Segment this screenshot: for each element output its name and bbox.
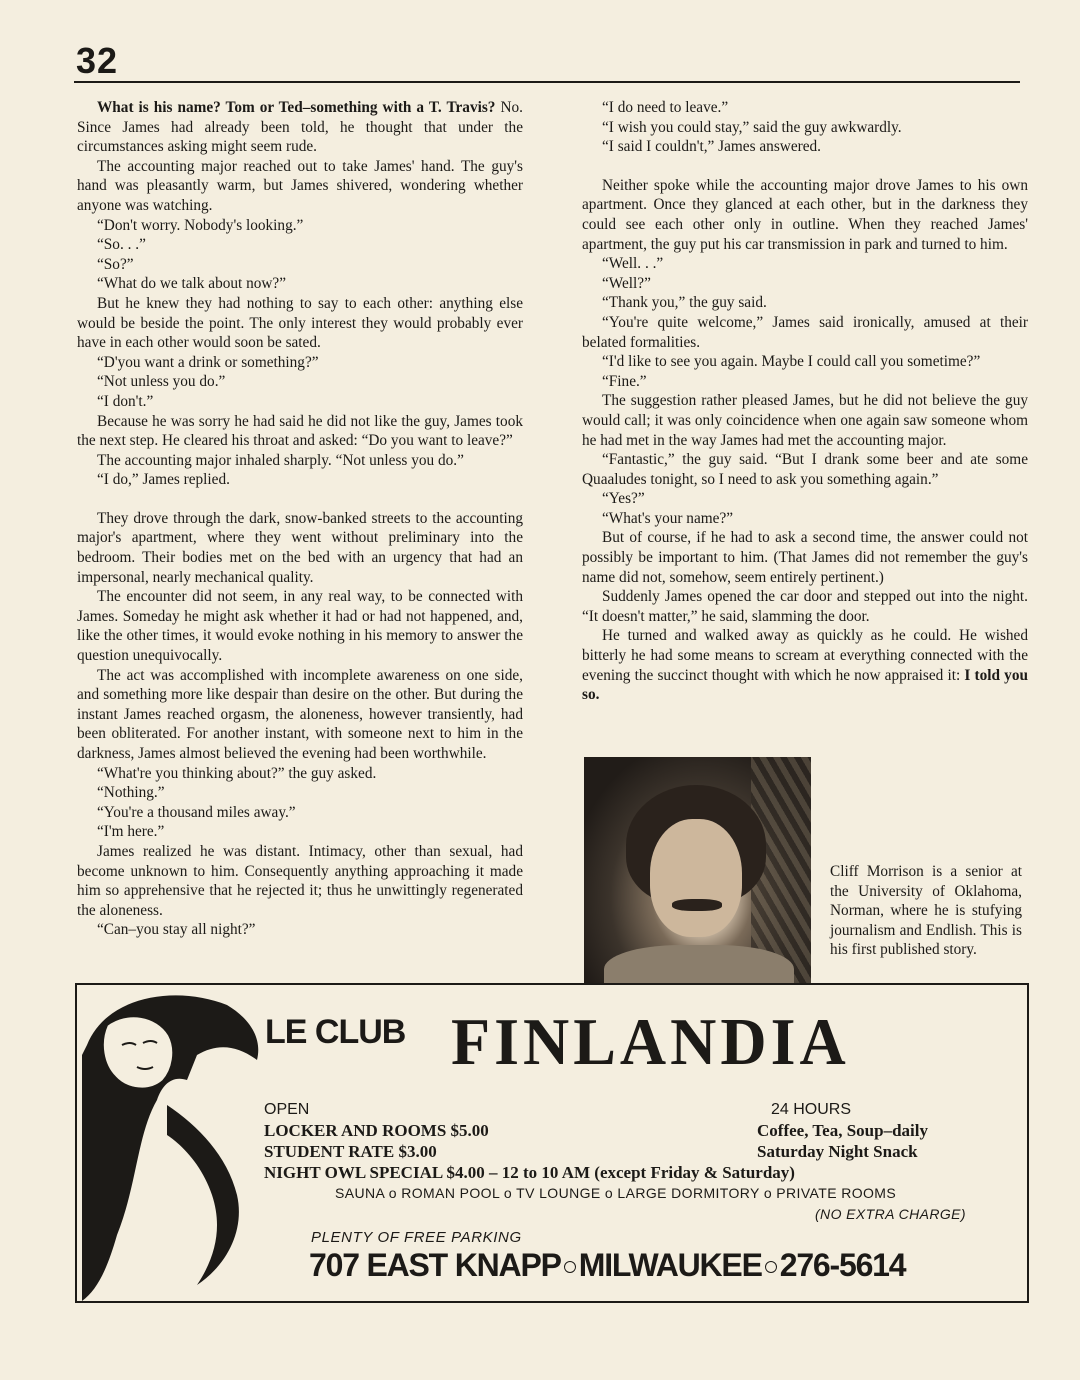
story-paragraph: The accounting major inhaled sharply. “Not unless you do.”	[97, 451, 464, 469]
story-paragraph: “What do we talk about now?”	[97, 275, 287, 293]
story-paragraph: The act was accomplished with incomplete awareness on one side, and something more like despair than desire on the other. But during the instant James reached orgasm, the aloneness, however transiently, had been obliterated. For another instant, with someone next to him in the darkness, James almost believed the evening had been worthwhile.	[77, 666, 523, 762]
art-nouveau-figure-illustration	[77, 985, 272, 1303]
ad-locker-price: LOCKER AND ROOMS $5.00	[264, 1121, 489, 1140]
story-paragraph: Because he was sorry he had said he did not like the guy, James took the next step. He cleared his throat and asked: “Do you want to leave?”	[77, 412, 523, 450]
story-paragraph: “Well?”	[602, 274, 651, 292]
ad-hours: 24 HOURS	[771, 1101, 852, 1118]
author-photo	[584, 757, 811, 983]
ad-parking: PLENTY OF FREE PARKING	[311, 1229, 522, 1246]
story-paragraph-text: He turned and walked away as quickly as he could. He wished bitterly he had some means to scream at everything connected with the evening the succinct thought with which he now appraised it:	[582, 627, 1028, 684]
story-paragraph: Suddenly James opened the car door and stepped out into the night. “It doesn't matter,” he said, slamming the door.	[582, 588, 1028, 625]
ad-student-rate: STUDENT RATE $3.00	[264, 1142, 437, 1161]
story-paragraph: “Not unless you do.”	[97, 373, 226, 391]
story-paragraph: But he knew they had nothing to say to each other: anything else would be beside the point. The only interest they would probably ever have in each other would soon be sated.	[77, 294, 523, 352]
story-paragraph: “What're you thinking about?” the guy asked.	[97, 764, 377, 782]
story-paragraph: “D'you want a drink or something?”	[97, 353, 319, 371]
ad-snack: Saturday Night Snack	[757, 1142, 918, 1161]
ad-city: MILWAUKEE	[578, 1247, 762, 1283]
ad-address	[309, 1247, 905, 1284]
story-paragraph: “You're a thousand miles away.”	[97, 803, 296, 821]
story-paragraph: “Thank you,” the guy said.	[602, 294, 767, 312]
ad-le-club: LE CLUB	[265, 1013, 406, 1051]
story-paragraph: “Can–you stay all night?”	[97, 921, 256, 939]
story-paragraph: “Fine.”	[602, 372, 647, 390]
ad-coffee: Coffee, Tea, Soup–daily	[757, 1121, 928, 1140]
ad-no-extra-charge: (NO EXTRA CHARGE)	[815, 1206, 966, 1222]
story-paragraph: The suggestion rather pleased James, but he did not believe the guy would call; it was only coincidence when one again saw someone whom he had met in the way James had met the accounting major.	[582, 392, 1028, 449]
story-lead-in: What is his name? Tom or Ted–something with a T. Travis?	[97, 99, 496, 116]
separator-circle-icon	[564, 1261, 576, 1273]
page-number: 32	[76, 40, 119, 81]
story-paragraph: “I do,” James replied.	[97, 471, 230, 489]
story-paragraph: They drove through the dark, snow-banked streets to the accounting major's apartment, where they went without preliminary into the bedroom. Their bodies met on the bed with an urgency that had an impersonal, nearly mechanical quality.	[77, 509, 523, 586]
story-paragraph	[77, 98, 523, 157]
story-paragraph: “Don't worry. Nobody's looking.”	[97, 216, 304, 234]
story-paragraph: James realized he was distant. Intimacy, other than sexual, had become unknown to him. Consequently anything approaching it made him so apprehensive that he rejected it; thus he unwittingly regenerated the aloneness.	[77, 842, 523, 919]
ad-finlandia-logo: FINLANDIA	[451, 1004, 850, 1079]
ad-phone: 276-5614	[779, 1247, 906, 1283]
story-paragraph: “What's your name?”	[602, 509, 734, 527]
story-paragraph: But of course, if he had to ask a second time, the answer could not possibly be important to him. (That James did not remember the guy's name did not, somehow, seem entirely pertinent.)	[582, 529, 1028, 586]
story-paragraph: The encounter did not seem, in any real way, to be connected with James. Someday he might ask whether it had or had not happened, and, like the other times, it would evoke nothing in his memory to answer the question unequivocally.	[77, 588, 523, 665]
ad-night-owl-special: NIGHT OWL SPECIAL $4.00 – 12 to 10 AM (except Friday & Saturday)	[264, 1163, 795, 1182]
story-paragraph: “I said I couldn't,” James answered.	[602, 138, 821, 156]
story-closing-paragraph	[582, 626, 1028, 704]
story-paragraph: “Fantastic,” the guy said. “But I drank some beer and ate some Quaaludes tonight, so I need to ask you something again.”	[582, 451, 1028, 488]
story-paragraph: “Well. . .”	[602, 255, 664, 273]
author-bio: Cliff Morrison is a senior at the University of Oklahoma, Norman, where he is stufying journalism and Endlish. This is his first published story.	[830, 863, 1022, 959]
story-left-column	[77, 98, 523, 940]
story-paragraph: “So. . .”	[97, 236, 146, 254]
header-rule	[74, 81, 1020, 83]
story-paragraph-text: No. Since James had already been told, he thought that under the circumstances asking might seem rude.	[77, 99, 523, 156]
story-paragraph: The accounting major reached out to take James' hand. The guy's hand was pleasantly warm, but James shivered, wondering whether anyone was watching.	[77, 157, 523, 214]
separator-circle-icon	[765, 1261, 777, 1273]
story-paragraph: “I don't.”	[97, 392, 154, 410]
story-paragraph: “Nothing.”	[97, 784, 165, 802]
ad-open: OPEN	[264, 1101, 310, 1118]
story-paragraph: “So?”	[97, 255, 134, 273]
story-paragraph: “Yes?”	[602, 490, 645, 508]
story-paragraph: “I wish you could stay,” said the guy awkwardly.	[602, 118, 902, 136]
story-paragraph: Neither spoke while the accounting major drove James to his own apartment. Once they glanced at each other, but in the darkness they could see each other only in outline. When they reached James' apartment, the guy put his car transmission in park and turned to him.	[582, 176, 1028, 253]
story-paragraph: “I'd like to see you again. Maybe I could call you sometime?”	[602, 353, 981, 371]
story-paragraph: “I'm here.”	[97, 823, 165, 841]
story-paragraph: “I do need to leave.”	[602, 99, 729, 116]
story-paragraph: “You're quite welcome,” James said ironically, amused at their belated formalities.	[582, 313, 1028, 351]
ad-amenities: SAUNA o ROMAN POOL o TV LOUNGE o LARGE DORMITORY o PRIVATE ROOMS	[335, 1185, 897, 1201]
ad-street: 707 EAST KNAPP	[309, 1247, 561, 1283]
story-right-column	[582, 98, 1028, 705]
story-closing-emphasis: I told you so.	[582, 666, 1028, 704]
finlandia-advertisement	[75, 983, 1029, 1303]
